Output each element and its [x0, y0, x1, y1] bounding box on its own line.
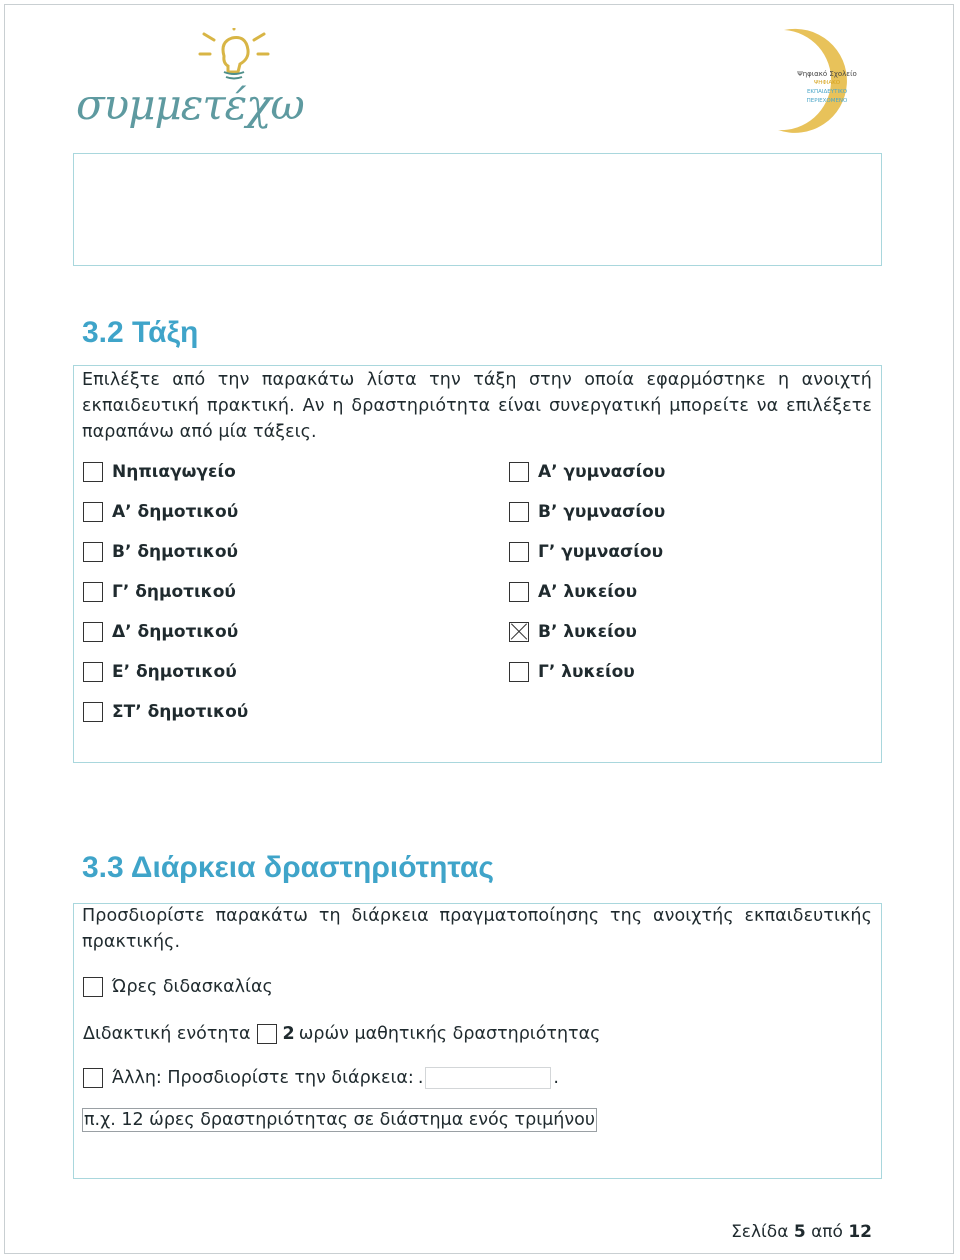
- class-option[interactable]: [509, 662, 635, 682]
- teaching-hours-option[interactable]: [83, 977, 273, 997]
- page-number: 5: [793, 1222, 806, 1242]
- section-title-duration: 3.3 Διάρκεια δραστηριότητας: [82, 851, 495, 884]
- total-pages: 12: [848, 1222, 872, 1242]
- class-option-label: Α’ δημοτικού: [112, 502, 239, 522]
- teaching-unit-checkbox[interactable]: [257, 1024, 277, 1044]
- class-option[interactable]: [83, 502, 238, 522]
- logo-line-4: ΠΕΡΙΕΧΟΜΕΝΟ: [806, 98, 848, 104]
- class-checkbox[interactable]: [83, 622, 103, 642]
- class-option-label: Α’ γυμνασίου: [538, 462, 666, 482]
- other-duration-label: Άλλη: Προσδιορίστε την διάρκεια:: [112, 1068, 414, 1088]
- class-option-label: Β’ λυκείου: [538, 622, 637, 642]
- class-checkbox[interactable]: [83, 582, 103, 602]
- class-checkbox[interactable]: [509, 502, 529, 522]
- teaching-hours-label: Ώρες διδασκαλίας: [112, 977, 273, 997]
- class-option-label: Ε’ δημοτικού: [112, 662, 237, 682]
- class-option-label: Γ’ γυμνασίου: [538, 542, 664, 562]
- class-option-label: Γ’ δημοτικού: [112, 582, 236, 602]
- class-option[interactable]: [83, 582, 236, 602]
- class-checkbox[interactable]: [509, 582, 529, 602]
- class-option-label: Δ’ δημοτικού: [112, 622, 239, 642]
- page-footer: [731, 1222, 872, 1242]
- teaching-unit-suffix: ωρών μαθητικής δραστηριότητας: [298, 1024, 601, 1044]
- logo-text: συμμετέχω: [76, 80, 304, 129]
- teaching-hours-checkbox[interactable]: [83, 977, 103, 997]
- digital-school-logo: [772, 20, 872, 138]
- class-instructions: Επιλέξτε από την παρακάτω λίστα την τάξη στην οποία εφαρμόστηκε η ανοιχτή εκπαιδευτική πρακτική. Αν η δραστηριότητα είναι συνεργατική μπορείτε να επιλέξετε παραπάνω από μία τάξεις.: [82, 370, 872, 442]
- class-option-label: Νηπιαγωγείο: [112, 462, 236, 482]
- class-checkbox-checked[interactable]: [509, 622, 529, 642]
- class-option-label: ΣΤ’ δημοτικού: [112, 702, 249, 722]
- class-checkbox[interactable]: [83, 662, 103, 682]
- class-checkbox[interactable]: [83, 462, 103, 482]
- other-duration-option: [83, 1067, 559, 1089]
- other-duration-input[interactable]: [425, 1067, 551, 1089]
- page-word: Σελίδα: [731, 1222, 789, 1242]
- logo-line-2: ΨΗΦΙΑΚΟ: [813, 80, 841, 86]
- symmetexo-logo: [74, 28, 304, 143]
- class-option[interactable]: [509, 582, 637, 602]
- class-option[interactable]: [83, 702, 248, 722]
- class-checkbox[interactable]: [83, 502, 103, 522]
- class-checkbox[interactable]: [83, 542, 103, 562]
- other-duration-checkbox[interactable]: [83, 1068, 103, 1088]
- class-option[interactable]: [83, 662, 237, 682]
- other-duration-dot-start: .: [417, 1068, 424, 1088]
- class-checkbox[interactable]: [509, 462, 529, 482]
- logo-line-3: ΕΚΠΑΙΔΕΥΤΙΚΟ: [806, 89, 848, 95]
- section-title-class: 3.2 Τάξη: [82, 316, 199, 349]
- duration-instructions: Προσδιορίστε παρακάτω τη διάρκεια πραγματοποίησης της ανοιχτής εκπαιδευτικής πρακτικής.: [82, 906, 872, 952]
- class-checkbox[interactable]: [509, 662, 529, 682]
- of-word: από: [811, 1222, 843, 1242]
- class-option[interactable]: [83, 622, 238, 642]
- teaching-unit-prefix: Διδακτική ενότητα: [83, 1024, 251, 1044]
- class-option[interactable]: [509, 622, 637, 642]
- class-option[interactable]: [509, 542, 663, 562]
- class-option-label: Α’ λυκείου: [538, 582, 638, 602]
- class-checkbox[interactable]: [83, 702, 103, 722]
- other-duration-dot-end: .: [553, 1068, 559, 1088]
- class-checkbox[interactable]: [509, 542, 529, 562]
- class-option[interactable]: [83, 542, 238, 562]
- teaching-unit-hours: 2: [282, 1024, 295, 1044]
- class-option-label: Γ’ λυκείου: [538, 662, 635, 682]
- class-option[interactable]: [509, 462, 665, 482]
- class-option-label: Β’ δημοτικού: [112, 542, 239, 562]
- class-option[interactable]: [83, 462, 236, 482]
- previous-section-box: [73, 153, 882, 266]
- duration-example: π.χ. 12 ώρες δραστηριότητας σε διάστημα ενός τριμήνου: [84, 1110, 595, 1130]
- teaching-unit-option: [83, 1024, 600, 1044]
- class-option-label: Β’ γυμνασίου: [538, 502, 666, 522]
- logo-line-1: Ψηφιακό Σχολείο: [797, 70, 857, 78]
- class-option[interactable]: [509, 502, 665, 522]
